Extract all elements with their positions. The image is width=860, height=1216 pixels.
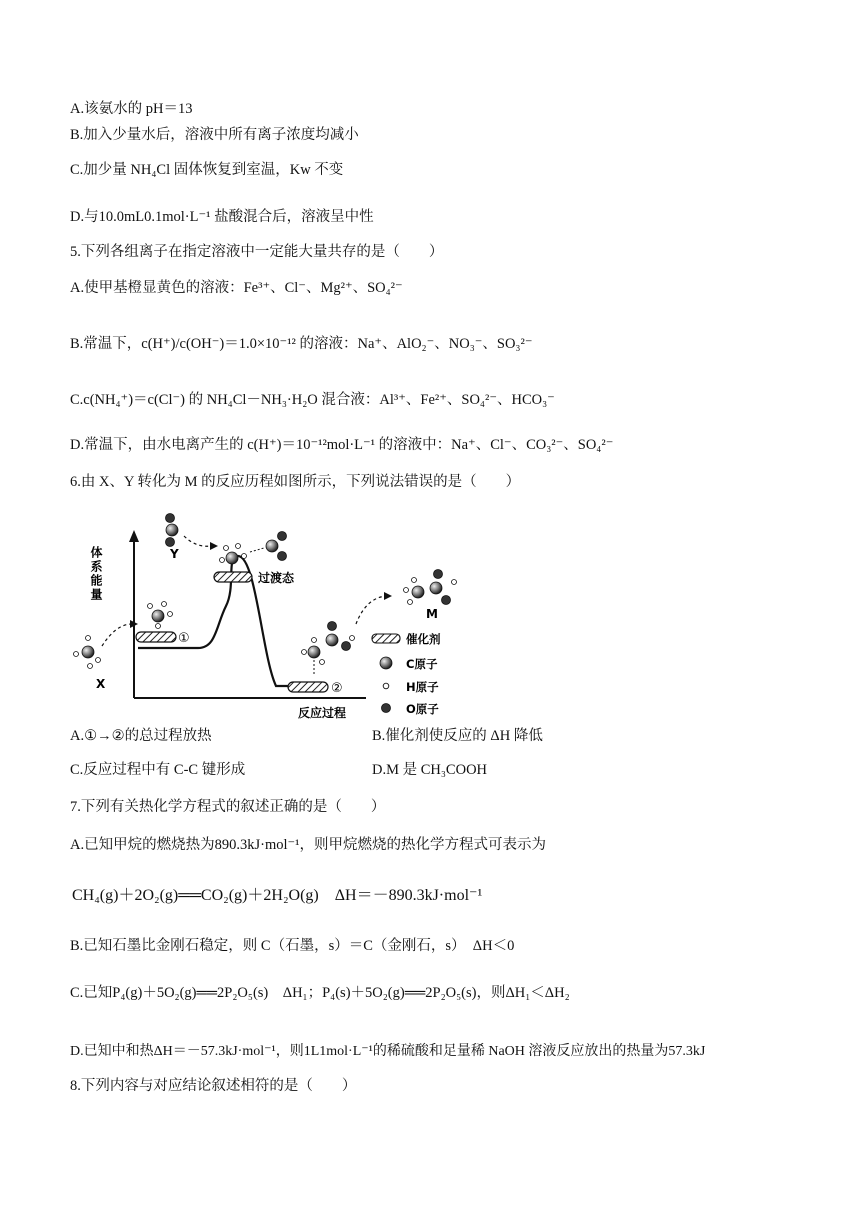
- q7-option-a-equation: CH₄(g)＋2O₂(g)══CO₂(g)＋2H₂O(g) ΔH＝－890.3kJ·mol⁻¹: [72, 887, 483, 904]
- m-label: M: [426, 607, 438, 621]
- legend-catalyst: 催化剂: [406, 632, 441, 646]
- q4-option-a: A.该氨水的 pH＝13: [70, 101, 193, 117]
- q5-option-b: B.常温下，c(H⁺)/c(OH⁻)＝1.0×10⁻¹² 的溶液：Na⁺、AlO₂⁻、NO₃⁻、SO₃²⁻: [70, 336, 533, 352]
- ts-label: 过渡态: [258, 571, 295, 585]
- legend-c: C原子: [406, 657, 438, 671]
- q4-option-b: B.加入少量水后，溶液中所有离子浓度均减小: [70, 127, 359, 143]
- q4-option-d: D.与10.0mL0.1mol·L⁻¹ 盐酸混合后，溶液呈中性: [70, 209, 374, 225]
- q6-option-b: B.催化剂使反应的 ΔH 降低: [372, 728, 543, 744]
- q5-option-d: D.常温下，由水电离产生的 c(H⁺)＝10⁻¹²mol·L⁻¹ 的溶液中：Na⁺、Cl⁻、CO₃²⁻、SO₄²⁻: [70, 437, 614, 453]
- x-axis-label: 反应过程: [298, 706, 347, 720]
- legend-h: H原子: [406, 680, 439, 694]
- q6-stem: 6.由 X、Y 转化为 M 的反应历程如图所示，下列说法错误的是（ ）: [70, 474, 521, 490]
- transition-state-molecule: [220, 532, 287, 565]
- q4-option-c: C.加少量 NH₄Cl 固体恢复到室温，Kw 不变: [70, 162, 344, 178]
- q6-option-c: C.反应过程中有 C-C 键形成: [70, 762, 246, 778]
- q5-option-a: A.使甲基橙显黄色的溶液：Fe³⁺、Cl⁻、Mg²⁺、SO₄²⁻: [70, 280, 403, 296]
- molecule-m: [404, 570, 457, 605]
- y-axis-label: 体系能量: [89, 546, 103, 602]
- catalyst-2: [288, 682, 328, 692]
- q7-option-d: D.已知中和热ΔH＝－57.3kJ·mol⁻¹，则1L1mol·L⁻¹的稀硫酸和足量稀 NaOH 溶液反应放出的热量为57.3kJ: [70, 1044, 706, 1059]
- q7-option-c: C.已知P₄(g)＋5O₂(g)══2P₂O₅(s) ΔH₁；P₄(s)＋5O₂(g)══2P₂O₅(s)，则ΔH₁＜ΔH₂: [70, 985, 570, 1001]
- molecule-x: [74, 636, 101, 669]
- q7-stem: 7.下列有关热化学方程式的叙述正确的是（ ）: [70, 799, 386, 815]
- q8-stem: 8.下列内容与对应结论叙述相符的是（ ）: [70, 1078, 357, 1094]
- figure-legend: [372, 632, 441, 716]
- q5-stem: 5.下列各组离子在指定溶液中一定能大量共存的是（ ）: [70, 244, 444, 260]
- y-label: Y: [170, 547, 179, 561]
- x-label: X: [96, 677, 106, 691]
- adsorbed-molecule-1: [148, 602, 173, 629]
- state-2-label: ②: [331, 681, 343, 696]
- q7-option-a: A.已知甲烷的燃烧热为890.3kJ·mol⁻¹，则甲烷燃烧的热化学方程式可表示为: [70, 837, 546, 853]
- legend-o: O原子: [406, 702, 439, 716]
- q6-option-d: D.M 是 CH₃COOH: [372, 762, 488, 778]
- state-1-label: ①: [178, 631, 190, 646]
- q6-option-a: A.①→②的总过程放热: [70, 728, 212, 744]
- q5-option-c: C.c(NH₄⁺)＝c(Cl⁻) 的 NH₄Cl－NH₃·H₂O 混合液：Al³⁺、Fe²⁺、SO₄²⁻、HCO₃⁻: [70, 392, 555, 408]
- reaction-energy-diagram: [66, 506, 476, 726]
- q7-option-b: B.已知石墨比金刚石稳定，则 C（石墨，s）＝C（金刚石，s） ΔH＜0: [70, 938, 515, 954]
- catalyst-1: [136, 632, 176, 642]
- adsorbed-molecule-2: [302, 622, 355, 675]
- molecule-y: [166, 514, 179, 547]
- catalyst-ts: [214, 572, 252, 582]
